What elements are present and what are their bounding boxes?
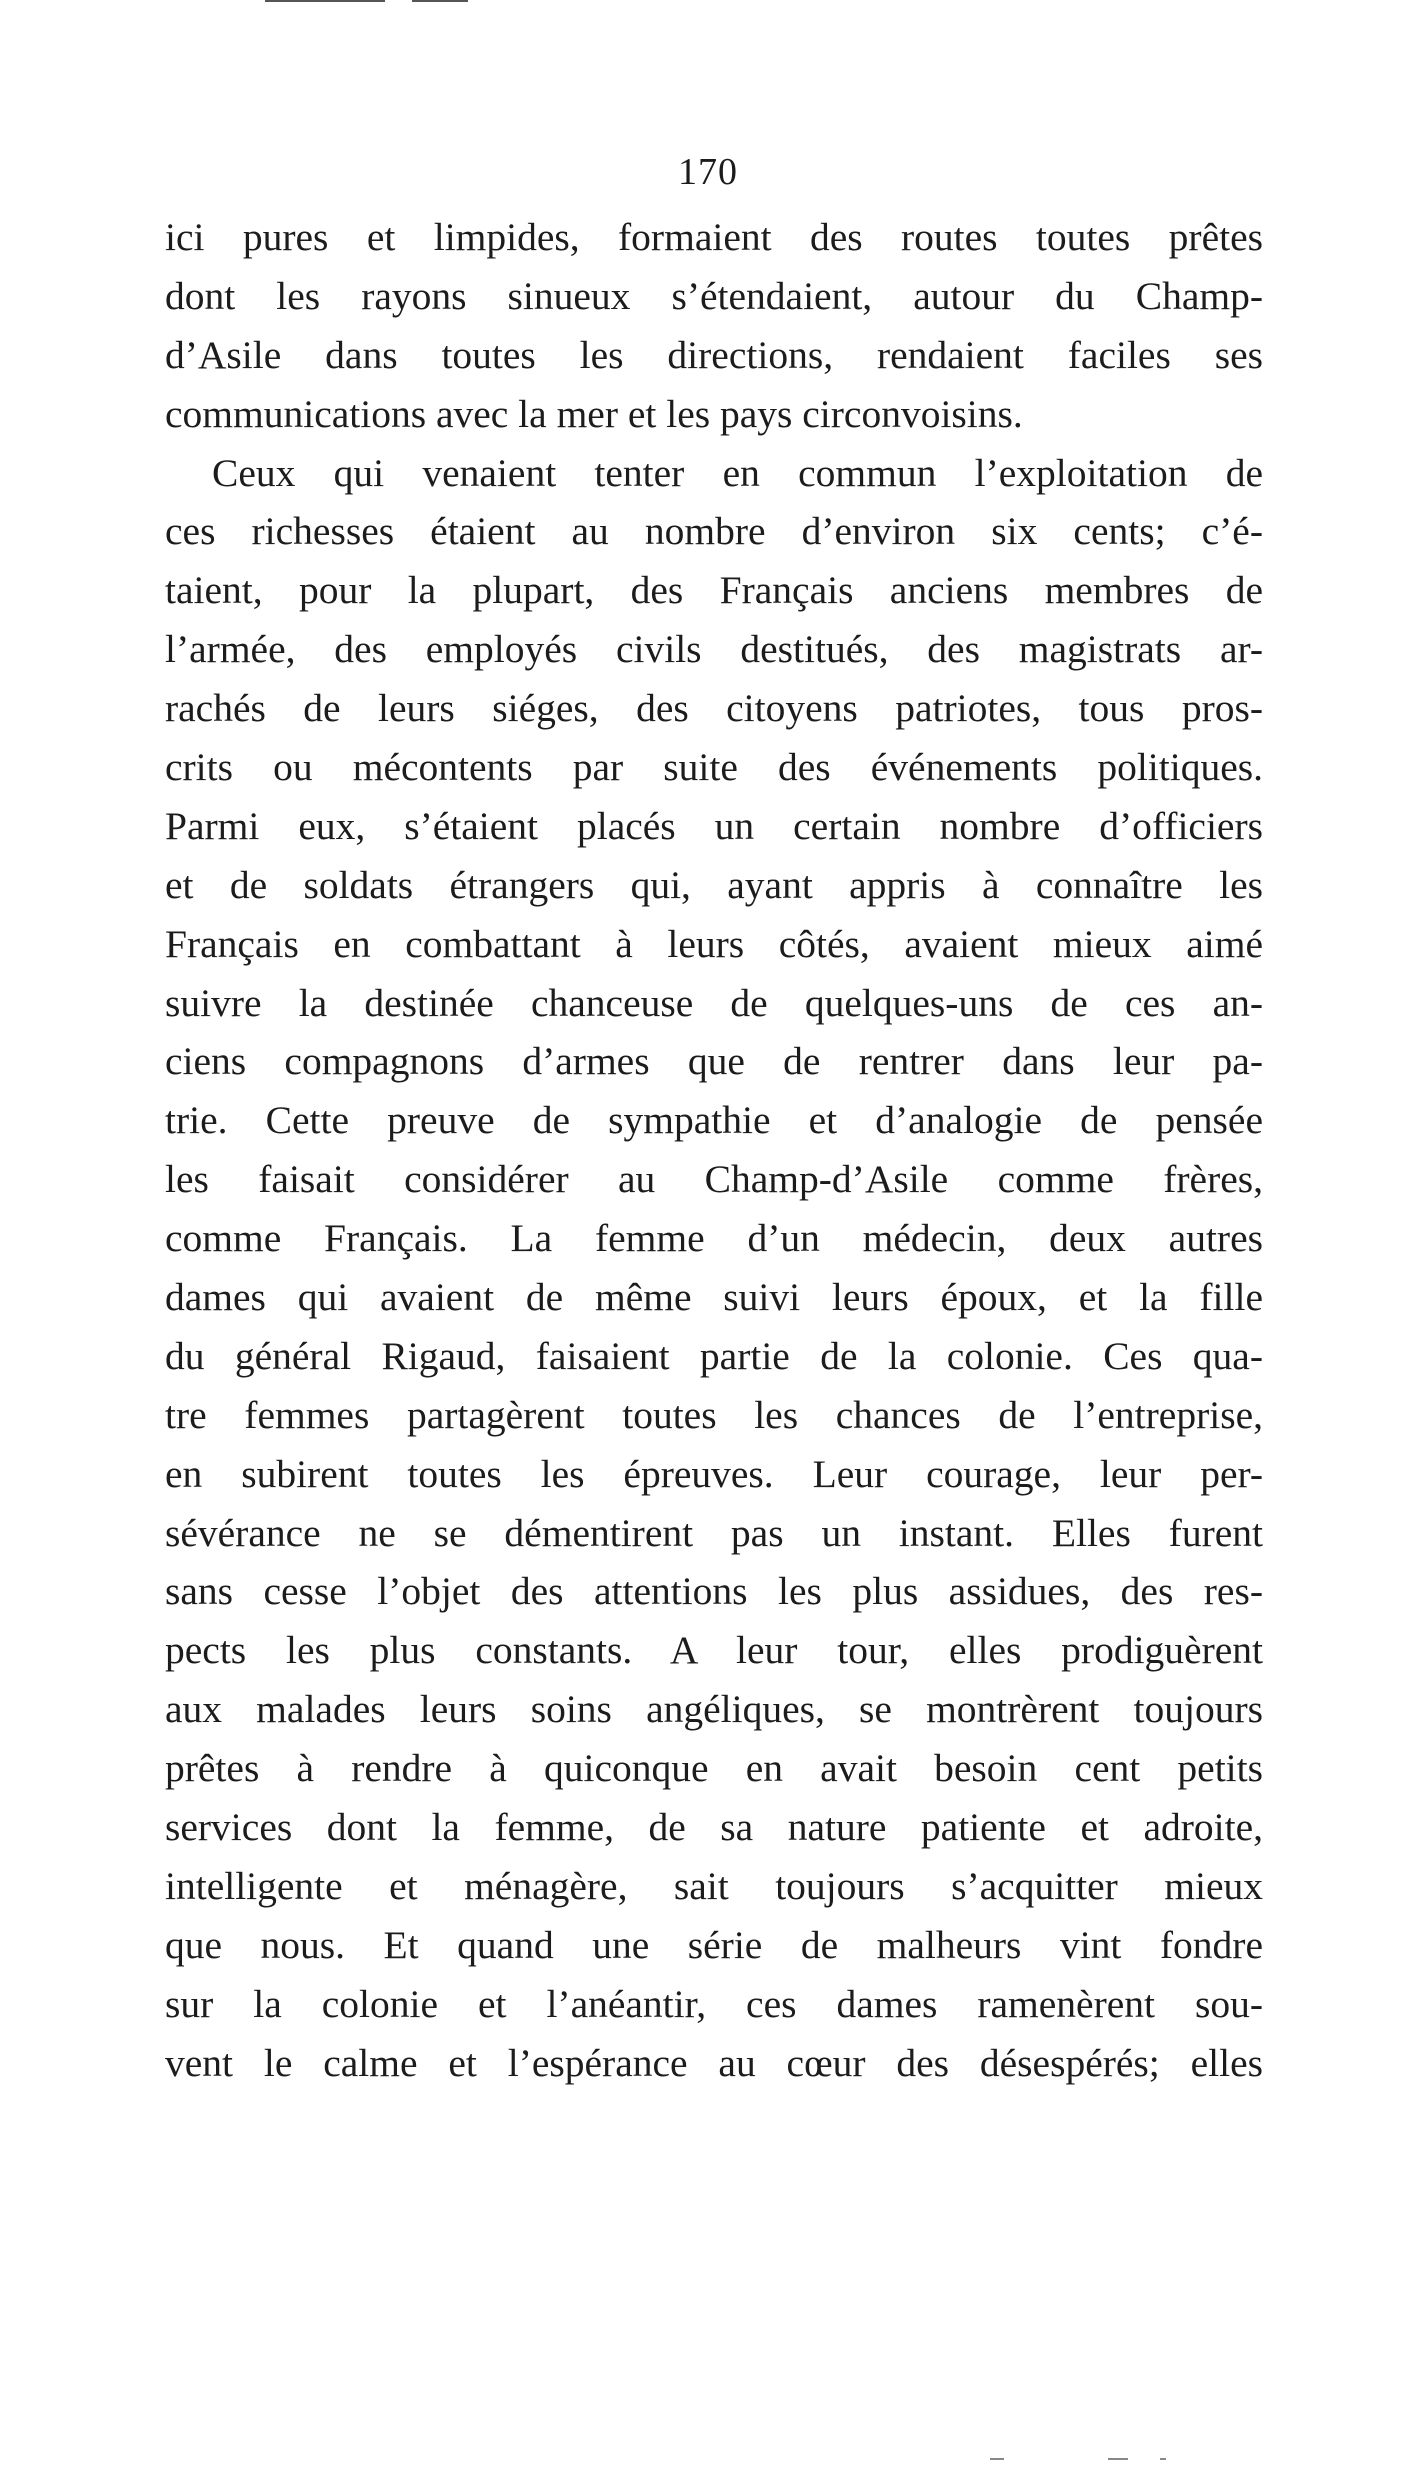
top-rule-left [265,0,385,2]
text-line: crits ou mécontents par suite des événements politiques. [165,745,1263,790]
text-line: aux malades leurs soins angéliques, se montrèrent toujours [165,1687,1263,1732]
text-line: sans cesse l’objet des attentions les plus assidues, des res- [165,1569,1263,1614]
text-line: Français en combattant à leurs côtés, avaient mieux aimé [165,921,1263,966]
text-line: ici pures et limpides, formaient des routes toutes prêtes [165,215,1263,259]
text-line: dont les rayons sinueux s’étendaient, autour du Champ- [165,273,1263,318]
text-line: prêtes à rendre à quiconque en avait besoin cent petits [165,1746,1263,1791]
bottom-mark [990,2458,1004,2460]
top-rule-right [412,0,468,2]
text-line: du général Rigaud, faisaient partie de la colonie. Ces qua- [165,1333,1263,1378]
text-line: en subirent toutes les épreuves. Leur courage, leur per- [165,1451,1263,1496]
text-line: que nous. Et quand une série de malheurs vint fondre [165,1922,1263,1967]
body-text [165,208,1263,2093]
text-line: pects les plus constants. A leur tour, elles prodiguèrent [165,1628,1263,1673]
text-line: trie. Cette preuve de sympathie et d’analogie de pensée [165,1098,1263,1143]
text-line: les faisait considérer au Champ-d’Asile comme frères, [165,1157,1263,1202]
text-line: ces richesses étaient au nombre d’environ six cents; c’é- [165,509,1263,554]
text-line: communications avec la mer et les pays circonvoisins. [165,391,1023,436]
text-line: sur la colonie et l’anéantir, ces dames ramenèrent sou- [165,1981,1263,2026]
paragraph-start-line: Ceux qui venaient tenter en commun l’exploitation de [212,450,1263,495]
text-line: ciens compagnons d’armes que de rentrer dans leur pa- [165,1039,1263,1084]
text-line: suivre la destinée chanceuse de quelques-uns de ces an- [165,980,1263,1025]
text-line: comme Français. La femme d’un médecin, deux autres [165,1216,1263,1261]
text-line: services dont la femme, de sa nature patiente et adroite, [165,1805,1263,1850]
page-number: 170 [678,151,738,193]
text-line: et de soldats étrangers qui, ayant appris à connaître les [165,862,1263,907]
text-line: Parmi eux, s’étaient placés un certain nombre d’officiers [165,803,1263,848]
text-line: taient, pour la plupart, des Français anciens membres de [165,568,1263,613]
bottom-mark [1108,2458,1128,2460]
text-line: dames qui avaient de même suivi leurs époux, et la fille [165,1275,1263,1320]
text-line: sévérance ne se démentirent pas un instant. Elles furent [165,1510,1263,1555]
text-line: tre femmes partagèrent toutes les chances de l’entreprise, [165,1392,1263,1437]
text-line: vent le calme et l’espérance au cœur des désespérés; elles [165,2040,1263,2085]
bottom-mark [1160,2458,1166,2460]
text-line: intelligente et ménagère, sait toujours s’acquitter mieux [165,1863,1263,1908]
text-line: rachés de leurs siéges, des citoyens patriotes, tous pros- [165,686,1263,731]
text-line: d’Asile dans toutes les directions, rendaient faciles ses [165,332,1263,377]
text-line: l’armée, des employés civils destitués, des magistrats ar- [165,627,1263,672]
